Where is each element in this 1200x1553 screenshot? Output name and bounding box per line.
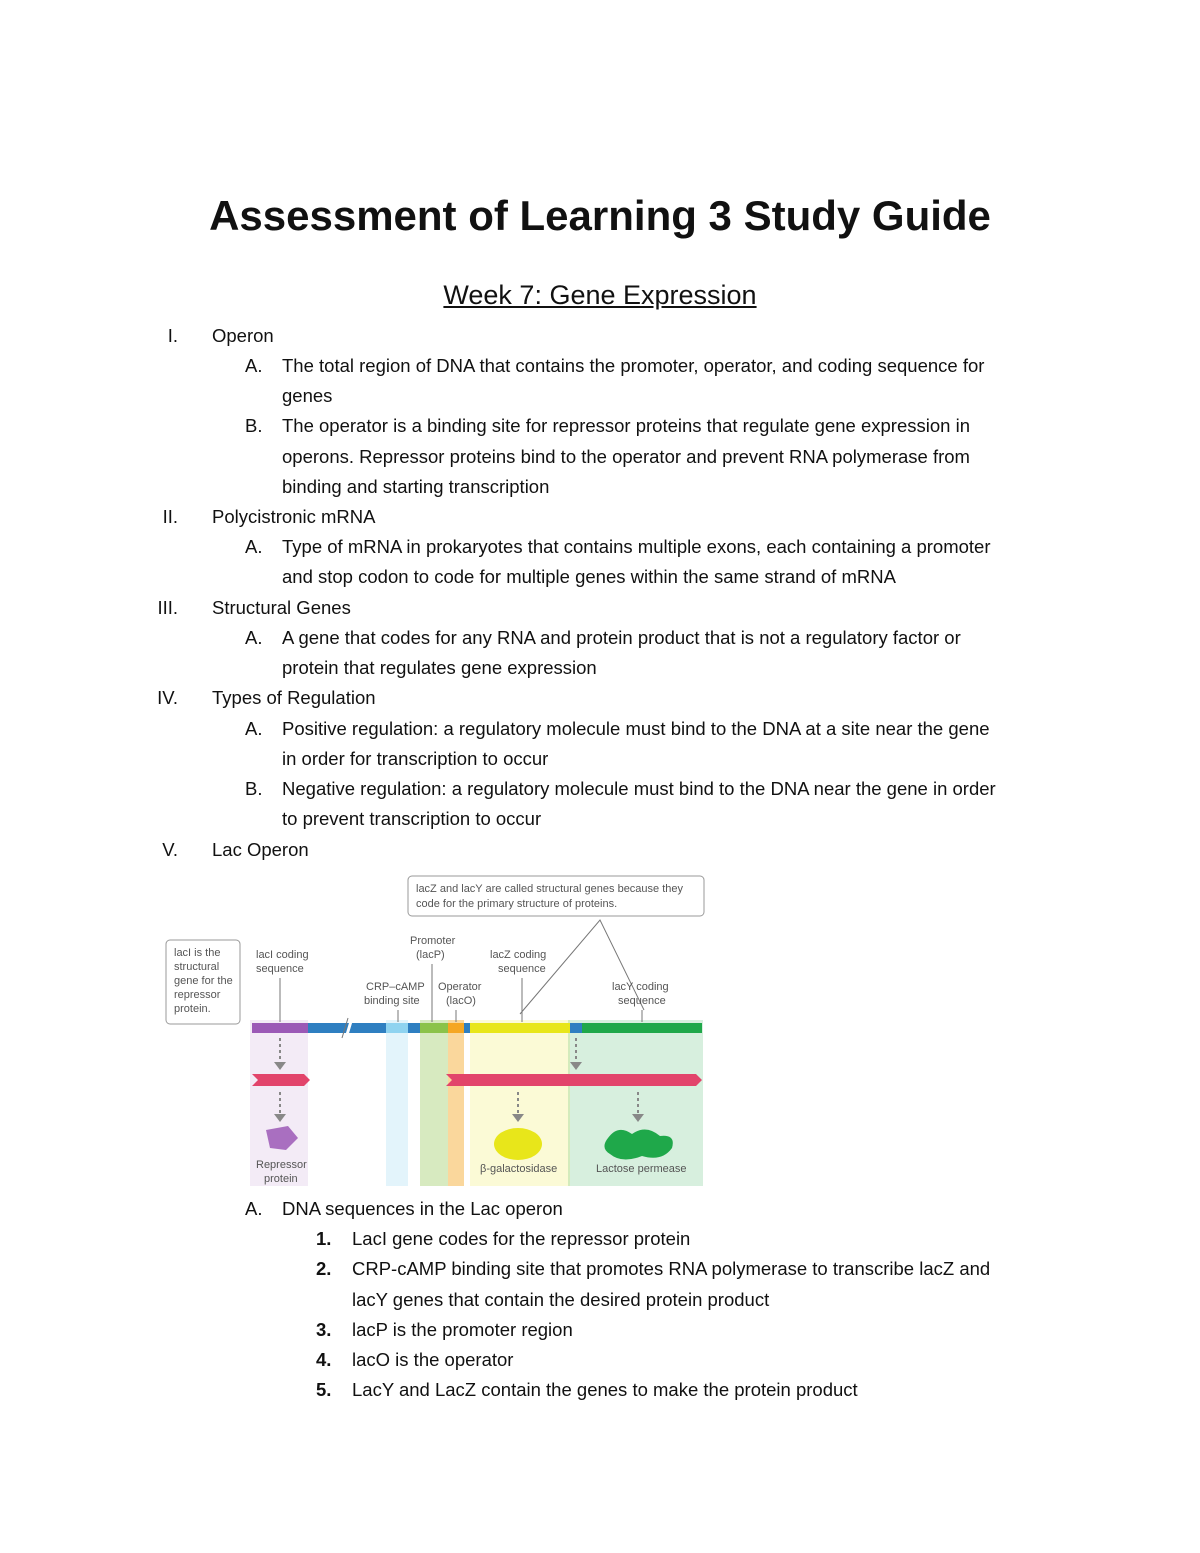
promoter-segment bbox=[420, 1023, 448, 1033]
callout-text: repressor bbox=[174, 989, 221, 1001]
lacy-coding-label: sequence bbox=[618, 995, 666, 1007]
outline-heading: Structural Genes bbox=[212, 597, 351, 618]
page-title: Assessment of Learning 3 Study Guide bbox=[209, 192, 991, 239]
crp-segment bbox=[386, 1023, 408, 1033]
outline-marker: I. bbox=[167, 325, 178, 346]
lac-operon-diagram bbox=[160, 872, 715, 1192]
outline-text: in order for transcription to occur bbox=[282, 748, 549, 769]
outline-text: protein that regulates gene expression bbox=[282, 657, 597, 678]
outline-heading: Polycistronic mRNA bbox=[212, 506, 376, 527]
dna-segment bbox=[408, 1023, 420, 1033]
structural-genes-callout bbox=[408, 876, 704, 916]
lacz-column bbox=[470, 1020, 570, 1186]
lac-mrna bbox=[446, 1074, 702, 1086]
list-item: LacI gene codes for the repressor protein bbox=[352, 1228, 691, 1249]
promoter-label: (lacP) bbox=[416, 949, 445, 961]
outline-marker: A. bbox=[245, 627, 263, 648]
outline-heading: DNA sequences in the Lac operon bbox=[282, 1198, 563, 1219]
outline-text: to prevent transcription to occur bbox=[282, 808, 542, 829]
outline-marker: A. bbox=[245, 1198, 263, 1219]
callout-text: code for the primary structure of proteins. bbox=[416, 898, 618, 910]
operator-segment bbox=[448, 1023, 464, 1033]
operator-label: Operator bbox=[438, 981, 482, 993]
lacz-segment bbox=[470, 1023, 570, 1033]
crp-label: binding site bbox=[364, 995, 420, 1007]
list-marker: 5. bbox=[316, 1379, 332, 1400]
list-marker: 3. bbox=[316, 1319, 332, 1340]
outline-text: Positive regulation: a regulatory molecule must bind to the DNA at a site near the gene bbox=[282, 718, 990, 739]
permease-label: Lactose permease bbox=[596, 1163, 687, 1175]
callout-text: lacZ and lacY are called structural genes because they bbox=[416, 883, 684, 895]
outline-marker: A. bbox=[245, 718, 263, 739]
outline-marker: A. bbox=[245, 536, 263, 557]
outline-heading: Lac Operon bbox=[212, 839, 309, 860]
lacz-coding-label: sequence bbox=[498, 963, 546, 975]
operator-column bbox=[448, 1020, 464, 1186]
callout-text: protein. bbox=[174, 1003, 211, 1015]
galactosidase-shape bbox=[494, 1128, 542, 1160]
lacz-coding-label: lacZ coding bbox=[490, 949, 547, 961]
promoter-label: Promoter bbox=[410, 935, 456, 947]
outline-heading: Types of Regulation bbox=[212, 687, 376, 708]
list-item: CRP-cAMP binding site that promotes RNA polymerase to transcribe lacZ and bbox=[352, 1258, 991, 1279]
outline-text: The operator is a binding site for repressor proteins that regulate gene expression in bbox=[282, 415, 970, 436]
outline-marker: IV. bbox=[157, 687, 178, 708]
outline-heading: Operon bbox=[212, 325, 274, 346]
callout-text: lacI is the bbox=[174, 947, 221, 959]
outline-marker: B. bbox=[245, 415, 263, 436]
outline-text: The total region of DNA that contains the promoter, operator, and coding sequence for bbox=[282, 355, 985, 376]
outline-marker: II. bbox=[162, 506, 178, 527]
list-marker: 4. bbox=[316, 1349, 332, 1370]
laci-mrna bbox=[252, 1074, 310, 1086]
outline-marker: B. bbox=[245, 778, 263, 799]
operator-label: (lacO) bbox=[446, 995, 476, 1007]
dna-segment bbox=[464, 1023, 470, 1033]
outline-marker: III. bbox=[157, 597, 178, 618]
repressor-protein-label: protein bbox=[264, 1173, 298, 1185]
repressor-protein-label: Repressor bbox=[256, 1159, 307, 1171]
list-item: lacY genes that contain the desired protein product bbox=[352, 1289, 770, 1310]
outline-text: Negative regulation: a regulatory molecule must bind to the DNA near the gene in order bbox=[282, 778, 996, 799]
crp-label: CRP–cAMP bbox=[366, 981, 425, 993]
outline-text: Type of mRNA in prokaryotes that contains multiple exons, each containing a promoter bbox=[282, 536, 991, 557]
list-item: lacO is the operator bbox=[352, 1349, 514, 1370]
laci-coding-label: sequence bbox=[256, 963, 304, 975]
outline-text: and stop codon to code for multiple genes within the same strand of mRNA bbox=[282, 566, 896, 587]
lacy-segment bbox=[582, 1023, 702, 1033]
crp-column bbox=[386, 1020, 408, 1186]
lacy-column bbox=[568, 1020, 703, 1186]
dna-segment bbox=[570, 1023, 582, 1033]
outline-marker: V. bbox=[162, 839, 178, 860]
lacy-coding-label: lacY coding bbox=[612, 981, 669, 993]
laci-segment bbox=[252, 1023, 308, 1033]
outline-text: A gene that codes for any RNA and protein product that is not a regulatory factor or bbox=[282, 627, 961, 648]
outline-text: genes bbox=[282, 385, 333, 406]
outline-text: operons. Repressor proteins bind to the operator and prevent RNA polymerase from bbox=[282, 446, 970, 467]
outline-marker: A. bbox=[245, 355, 263, 376]
section-subtitle: Week 7: Gene Expression bbox=[443, 280, 757, 310]
list-item: LacY and LacZ contain the genes to make the protein product bbox=[352, 1379, 858, 1400]
galactosidase-label: β-galactosidase bbox=[480, 1163, 558, 1175]
laci-coding-label: lacI coding bbox=[256, 949, 309, 961]
list-marker: 1. bbox=[316, 1228, 332, 1249]
promoter-column bbox=[420, 1020, 448, 1186]
list-marker: 2. bbox=[316, 1258, 332, 1279]
outline-text: binding and starting transcription bbox=[282, 476, 550, 497]
list-item: lacP is the promoter region bbox=[352, 1319, 573, 1340]
callout-text: gene for the bbox=[174, 975, 233, 987]
callout-text: structural bbox=[174, 961, 220, 973]
